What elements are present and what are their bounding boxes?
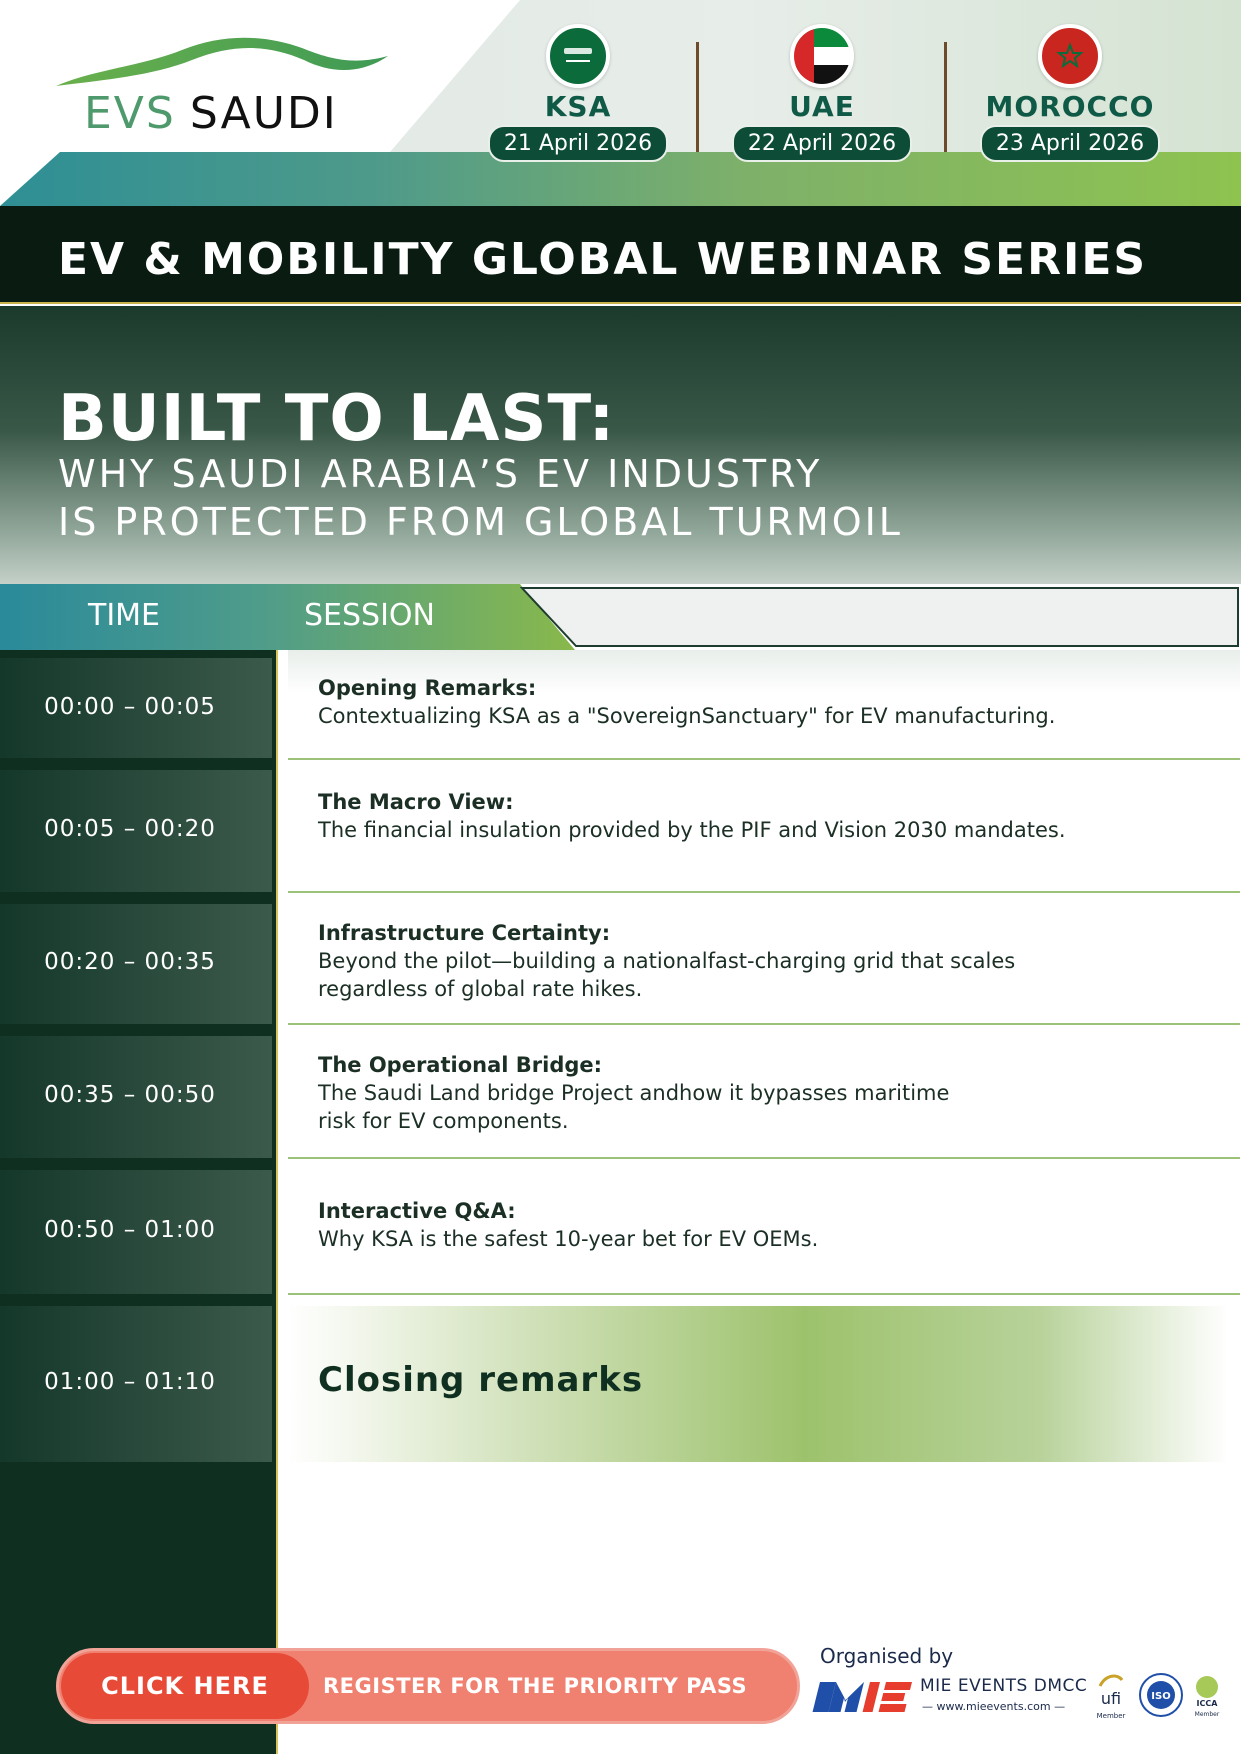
time-slot: 01:00 – 01:10 (44, 1369, 216, 1395)
header-divider (944, 42, 947, 152)
mie-logo-icon[interactable] (808, 1674, 912, 1718)
session-title: The Macro View: (318, 790, 514, 814)
agenda-row (288, 1025, 1240, 1159)
icca-badge-sub: Member (1194, 1711, 1220, 1718)
time-cell (0, 770, 272, 892)
session-title: The Operational Bridge: (318, 1053, 603, 1077)
agenda-row (288, 760, 1240, 893)
click-here-button[interactable]: CLICK HERE (61, 1653, 309, 1719)
ufi-badge-sub: Member (1096, 1712, 1126, 1720)
column-header-time: TIME (88, 598, 161, 633)
session-title: Interactive Q&A: (318, 1199, 516, 1223)
country-ksa (478, 24, 678, 162)
country-name: MOROCCO (985, 90, 1155, 123)
session-description-line-2: risk for EV components. (318, 1109, 569, 1133)
country-uae (722, 24, 922, 162)
time-cell (0, 1170, 272, 1294)
session-description: The financial insulation provided by the PIF and Vision 2030 mandates. (318, 818, 1066, 842)
session-description-line-1: Beyond the pilot—building a nationalfast-charging grid that scales (318, 949, 1016, 973)
time-cell (0, 658, 272, 758)
country-date: 22 April 2026 (732, 125, 912, 162)
header-banner (0, 0, 1241, 206)
time-slot: 00:05 – 00:20 (44, 816, 216, 842)
country-name: UAE (789, 90, 855, 123)
organiser-url-text[interactable]: www.mieevents.com (936, 1700, 1051, 1713)
series-title-bar (0, 206, 1241, 304)
country-name: KSA (544, 90, 612, 123)
column-header-session: SESSION (304, 598, 435, 633)
saudi-flag-icon (546, 24, 610, 88)
logo-evs-text: EVS (84, 88, 176, 139)
table-header-band (0, 584, 580, 650)
country-date: 23 April 2026 (980, 125, 1160, 162)
logo-saudi-text: SAUDI (189, 88, 338, 139)
table-header-outline (520, 586, 1240, 648)
session-description-line-1: The Saudi Land bridge Project andhow it bypasses maritime (318, 1081, 950, 1105)
session-description-line-2: regardless of global rate hikes. (318, 977, 643, 1001)
evs-saudi-logo[interactable] (52, 30, 392, 140)
time-cell (0, 1306, 272, 1462)
time-cell (0, 904, 272, 1024)
time-slot: 00:50 – 01:00 (44, 1217, 216, 1243)
icca-badge-label: ICCA (1196, 1699, 1218, 1708)
time-slot: 00:00 – 00:05 (44, 694, 216, 720)
time-slot: 00:35 – 00:50 (44, 1082, 216, 1108)
series-title: EV & MOBILITY GLOBAL WEBINAR SERIES (58, 234, 1148, 285)
agenda-row-closing (288, 1306, 1228, 1462)
iso-certified-badge-icon (1138, 1672, 1184, 1718)
session-title: Closing remarks (318, 1360, 644, 1400)
uae-flag-icon (790, 24, 854, 88)
time-column (0, 650, 278, 1754)
agenda-row (288, 893, 1240, 1025)
header-divider (696, 42, 699, 152)
organised-by-label: Organised by (820, 1644, 954, 1668)
organiser-name: MIE EVENTS DMCC (920, 1676, 1088, 1696)
session-title: Opening Remarks: (318, 676, 537, 700)
register-cta-button[interactable] (56, 1648, 800, 1724)
country-date: 21 April 2026 (488, 125, 668, 162)
icca-member-badge-icon (1192, 1672, 1222, 1722)
logo-wordmark (84, 88, 338, 139)
ufi-member-badge-icon (1092, 1672, 1130, 1722)
iso-badge-label: ISO (1151, 1691, 1171, 1702)
session-description: Why KSA is the safest 10-year bet for EV OEMs. (318, 1227, 819, 1251)
agenda-row (288, 1159, 1240, 1295)
session-description: Contextualizing KSA as a "SovereignSanctuary" for EV manufacturing. (318, 704, 1056, 728)
morocco-flag-icon (1038, 24, 1102, 88)
hero-section (0, 306, 1241, 584)
hero-title: BUILT TO LAST: (58, 382, 616, 456)
organiser-url[interactable]: — www.mieevents.com — (922, 1700, 1066, 1713)
country-morocco (970, 24, 1170, 162)
time-cell (0, 1036, 272, 1158)
hero-subtitle-line-1: WHY SAUDI ARABIA’S EV INDUSTRY (58, 452, 823, 496)
hero-subtitle-line-2: IS PROTECTED FROM GLOBAL TURMOIL (58, 500, 903, 544)
time-slot: 00:20 – 00:35 (44, 949, 216, 975)
register-priority-pass-link[interactable]: REGISTER FOR THE PRIORITY PASS (323, 1674, 748, 1698)
agenda-row (288, 650, 1240, 760)
agenda-table-header (0, 584, 1241, 650)
session-title: Infrastructure Certainty: (318, 921, 611, 945)
ufi-badge-label: ufi (1100, 1689, 1122, 1708)
